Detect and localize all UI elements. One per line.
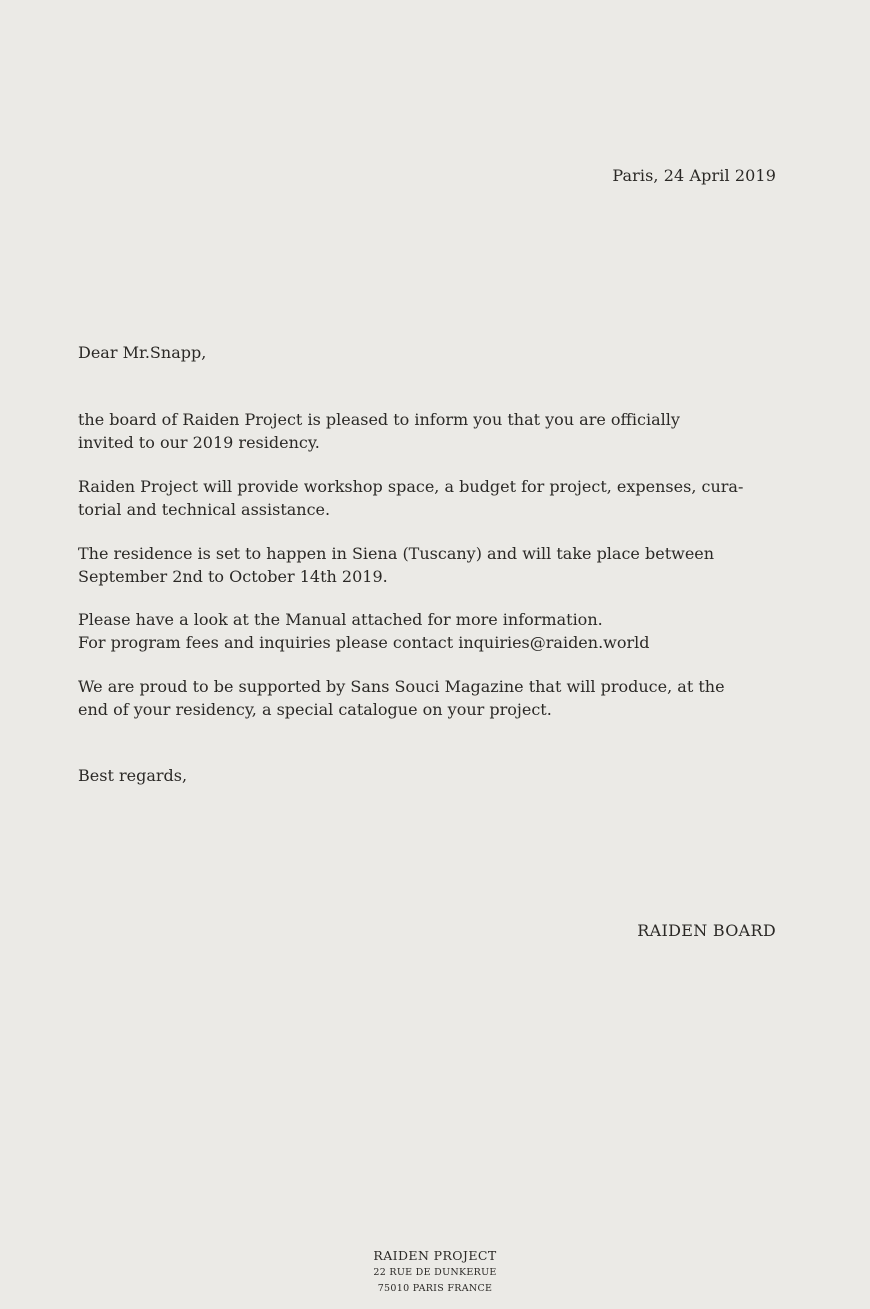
footer-address-street: 22 RUE DE DUNKERUE xyxy=(373,1267,497,1278)
salutation: Dear Mr.Snapp, xyxy=(78,343,207,362)
letterhead-footer xyxy=(0,1247,870,1297)
paragraph-line: torial and technical assistance. xyxy=(78,499,331,519)
paragraph-location-dates xyxy=(78,543,778,588)
footer-address-city: 75010 PARIS FRANCE xyxy=(377,1283,493,1294)
paragraph-invitation xyxy=(78,409,778,454)
paragraph-line: Please have a look at the Manual attached for more information. xyxy=(78,610,603,629)
paragraph-sponsor xyxy=(78,676,778,721)
paragraph-line: Raiden Project will provide workshop space, a budget for project, expenses, cura- xyxy=(78,477,744,496)
paragraph-line: end of your residency, a special catalogue on your project. xyxy=(78,699,552,719)
closing: Best regards, xyxy=(78,766,188,785)
paragraph-line: The residence is set to happen in Siena (Tuscany) and will take place between xyxy=(78,544,715,563)
paragraph-line: September 2nd to October 14th 2019. xyxy=(78,566,388,586)
paragraph-line: We are proud to be supported by Sans Souci Magazine that will produce, at the xyxy=(78,677,725,696)
paragraph-line: For program fees and inquiries please contact inquiries@raiden.world xyxy=(78,632,650,652)
paragraph-line: invited to our 2019 residency. xyxy=(78,432,320,452)
footer-organization-name: RAIDEN PROJECT xyxy=(373,1248,497,1263)
paragraph-provisions xyxy=(78,476,778,521)
letter-date: Paris, 24 April 2019 xyxy=(612,166,776,185)
paragraph-line: the board of Raiden Project is pleased to inform you that you are officially xyxy=(78,410,680,429)
paragraph-manual-contact xyxy=(78,609,778,654)
signature: RAIDEN BOARD xyxy=(637,921,776,940)
